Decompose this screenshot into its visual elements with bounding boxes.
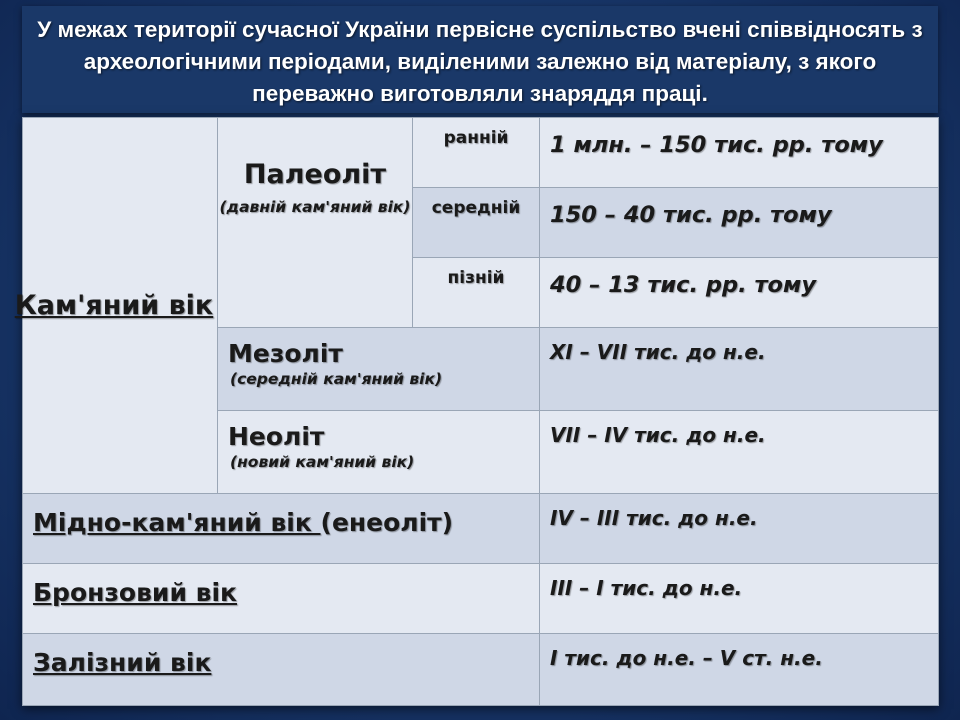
neolithic-date-cell (540, 411, 939, 494)
stone-age-cell (14, 118, 218, 494)
paleolithic-name: Палеоліт (243, 159, 387, 190)
bronze-date-cell (540, 564, 939, 634)
table-row (23, 494, 939, 564)
neolithic-cell (218, 411, 540, 494)
neolithic-date: VII – IV тис. до н.е. (550, 423, 766, 447)
period-date: 40 – 13 тис. рр. тому (550, 272, 817, 298)
period-label-cell (413, 118, 540, 188)
table-row (23, 634, 939, 706)
paleolithic-cell (218, 118, 413, 328)
neolithic-name: Неоліт (228, 422, 325, 451)
period-date-cell (540, 258, 939, 328)
period-date-cell (540, 188, 939, 258)
neolithic-subtitle: (новий кам'яний вік) (230, 453, 415, 471)
period-date-cell (540, 118, 939, 188)
eneolithic-cell (23, 494, 540, 564)
period-label-cell (413, 188, 540, 258)
stone-age-label: Кам'яний вік (14, 289, 214, 321)
title-banner (22, 6, 938, 113)
mesolithic-date: XI – VII тис. до н.е. (550, 340, 766, 364)
eneolithic-name-underlined: Мідно-кам'яний вік (33, 508, 321, 537)
table-row (23, 564, 939, 634)
mesolithic-date-cell (540, 328, 939, 411)
page-title: У межах території сучасної України первісне суспільство вчені співвідносять з археологічними періодами, виділеними залежно від матеріалу, з якого переважно виготовляли знаряддя праці. (37, 17, 923, 106)
bronze-name: Бронзовий вік (33, 578, 238, 607)
period-label: пізній (447, 268, 505, 288)
period-label: ранній (443, 128, 509, 148)
eneolithic-date: IV – III тис. до н.е. (550, 506, 758, 530)
mesolithic-name: Мезоліт (228, 339, 343, 368)
table-row (23, 118, 939, 188)
period-date: 1 млн. – 150 тис. рр. тому (550, 132, 883, 158)
periods-table (14, 117, 939, 706)
mesolithic-cell (218, 328, 540, 411)
iron-date-cell (540, 634, 939, 706)
bronze-date: III – I тис. до н.е. (550, 576, 743, 600)
eneolithic-name-rest: (енеоліт) (320, 508, 454, 537)
iron-date: I тис. до н.е. – V ст. н.е. (550, 646, 823, 670)
iron-name: Залізний вік (33, 648, 212, 677)
eneolithic-date-cell (540, 494, 939, 564)
bronze-cell (23, 564, 540, 634)
iron-cell (23, 634, 540, 706)
period-label: середній (431, 198, 521, 218)
mesolithic-subtitle: (середній кам'яний вік) (230, 370, 443, 388)
eneolithic-name (23, 494, 539, 537)
period-date: 150 – 40 тис. рр. тому (550, 202, 832, 228)
period-label-cell (413, 258, 540, 328)
paleolithic-subtitle: (давній кам'яний вік) (219, 198, 411, 216)
